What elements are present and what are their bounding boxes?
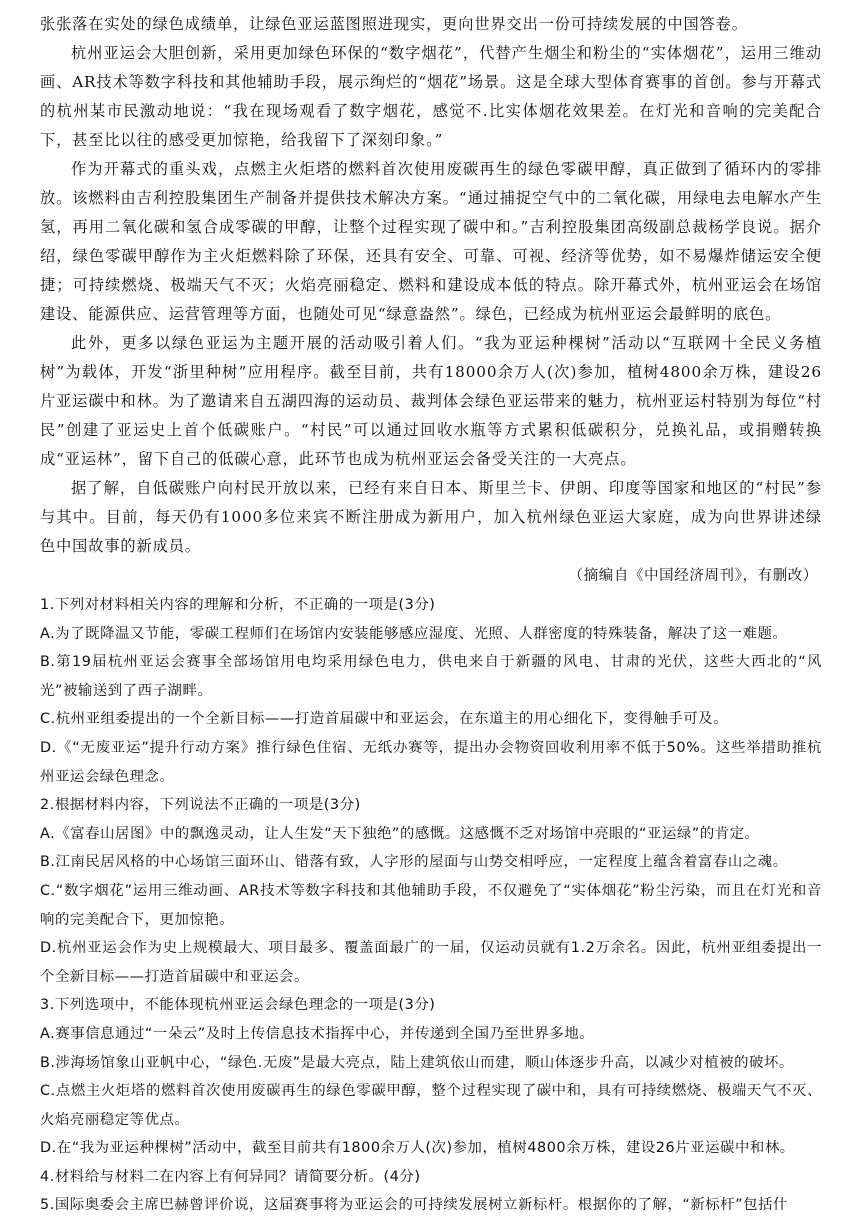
question-3-option-b: B.涉海场馆象山亚帆中心，“绿色.无废”是最大亮点，陆上建筑依山而建，顺山体逐步升高，以减少对植被的破坏。 — [40, 1054, 794, 1071]
question-4-stem: 4.材料给与材料二在内容上有何异同？请简要分析。(4分) — [40, 1168, 421, 1185]
passage-paragraph: 杭州亚运会大胆创新，采用更加绿色环保的“数字烟花”，代替产生烟尘和粉尘的“实体烟花”，运用三维动画、AR技术等数字科技和其他辅助手段，展示绚烂的“烟花”场景。这是全球大型体育赛事的首创。参与开幕式的杭州某市民激动地说：“我在现场观看了数字烟花，感觉不.比实体烟花效果差。在灯光和音响的完美配合下，甚至比以往的感受更加惊艳，给我留下了深刻印象。” — [40, 44, 822, 149]
question-3-option-c: C.点燃主火炬塔的燃料首次使用废碳再生的绿色零碳甲醇，整个过程实现了碳中和，具有可持续燃烧、极端天气不灭、火焰亮丽稳定等优点。 — [40, 1083, 822, 1128]
question-1-stem: 1.下列对材料相关内容的理解和分析，不正确的一项是(3分) — [40, 597, 436, 613]
question-3-stem: 3.下列选项中，不能体现杭州亚运会绿色理念的一项是(3分) — [40, 997, 436, 1014]
source-citation: （摘编自《中国经济周刊》，有删改） — [568, 568, 818, 584]
question-2-option-d: D.杭州亚运会作为史上规模最大、项目最多、覆盖面最广的一届，仅运动员就有1.2万余名。因此，杭州亚组委提出一个全新目标——打造首届碳中和亚运会。 — [40, 940, 822, 985]
question-1-option-b: B.第19届杭州亚运会赛事全部场馆用电均采用绿色电力，供电来自于新疆的风电、甘肃的光伏，这些大西北的“风光”被输送到了西子湖畔。 — [40, 654, 822, 699]
question-1-option-c: C.杭州亚组委提出的一个全新目标——打造首届碳中和亚运会，在东道主的用心细化下，变得触手可及。 — [40, 711, 729, 728]
passage-paragraph: 张张落在实处的绿色成绩单，让绿色亚运蓝图照进现实，更向世界交出一份可持续发展的中国答卷。 — [40, 15, 748, 33]
passage-paragraph: 作为开幕式的重头戏，点燃主火炬塔的燃料首次使用废碳再生的绿色零碳甲醇，真正做到了循环内的零排放。该燃料由吉利控股集团生产制备并提供技术解决方案。“通过捕捉空气中的二氧化碳，用绿电去电解水产生氢，再用二氧化碳和氢合成零碳的甲醇，让整个过程实现了碳中和。”吉利控股集团高级副总裁杨学良说。据介绍，绿色零碳甲醇作为主火炬燃料除了环保，还具有安全、可靠、可视、经济等优势，如不易爆炸储运安全便捷；可持续燃烧、极端天气不灭；火焰亮丽稳定、燃料和建设成本低的特点。除开幕式外，杭州亚运会在场馆建设、能源供应、运营管理等方面，也随处可见“绿意盎然”。绿色，已经成为杭州亚运会最鲜明的底色。 — [40, 160, 822, 323]
question-2-stem: 2.根据材料内容，下列说法不正确的一项是(3分) — [40, 797, 361, 814]
question-1-option-d: D.《“无废亚运”提升行动方案》推行绿色住宿、无纸办赛等，提出办会物资回收利用率不低于50%。这些举措助推杭州亚运会绿色理念。 — [40, 739, 822, 785]
question-3-option-d: D.在“我为亚运种棵树”活动中，截至目前共有1800余万人(次)参加，植树4800余万株，建设26片亚运碳中和林。 — [40, 1140, 795, 1157]
passage-paragraph: 此外，更多以绿色亚运为主题开展的活动吸引着人们。“我为亚运种棵树”活动以“互联网十全民义务植树”为载体，开发“浙里种树”应用程序。截至目前，共有18000余万人(次)参加，植树4800余万株，建设26片亚运碳中和林。为了邀请来自五湖四海的运动员、裁判体会绿色亚运带来的魅力，杭州亚运村特别为每位“村民”创建了亚运史上首个低碳账户。“村民”可以通过回收水瓶等方式累积低碳积分，兑换礼品，或捐赠转换成“亚运林”，留下自己的低碳心意，此环节也成为杭州亚运会备受关注的一大亮点。 — [40, 334, 822, 468]
question-1-option-a: A.为了既降温又节能，零碳工程师们在场馆内安装能够感应湿度、光照、人群密度的特殊装备，解决了这一难题。 — [40, 625, 788, 642]
reading-passage — [40, 10, 822, 591]
question-2-option-b: B.江南民居风格的中心场馆三面环山、错落有致，人字形的屋面与山势交相呼应，一定程度上蕴含着富春山之魂。 — [40, 854, 788, 871]
question-5-stem: 5.国际奥委会主席巴赫曾评价说，这届赛事将为亚运会的可持续发展树立新标杆。根据你的了解，“新标杆”包括什 — [40, 1197, 788, 1214]
passage-paragraph: 据了解，自低碳账户向村民开放以来，已经有来自日本、斯里兰卡、伊朗、印度等国家和地区的“村民”参与其中。目前，每天仍有1000多位来宾不断注册成为新用户，加入杭州绿色亚运大家庭，成为向世界讲述绿色中国故事的新成员。 — [40, 479, 822, 555]
question-2-option-c: C.“数字烟花”运用三维动画、AR技术等数字科技和其他辅助手段，不仅避免了“实体烟花”粉尘污染，而且在灯光和音响的完美配合下，更加惊艳。 — [40, 882, 822, 928]
question-2-option-a: A.《富春山居图》中的飘逸灵动，让人生发“天下独绝”的感慨。这感慨不乏对场馆中亮眼的“亚运绿”的肯定。 — [40, 825, 760, 842]
question-3-option-a: A.赛事信息通过“一朵云”及时上传信息技术指挥中心，并传递到全国乃至世界多地。 — [40, 1025, 595, 1042]
questions-section — [40, 591, 822, 1220]
